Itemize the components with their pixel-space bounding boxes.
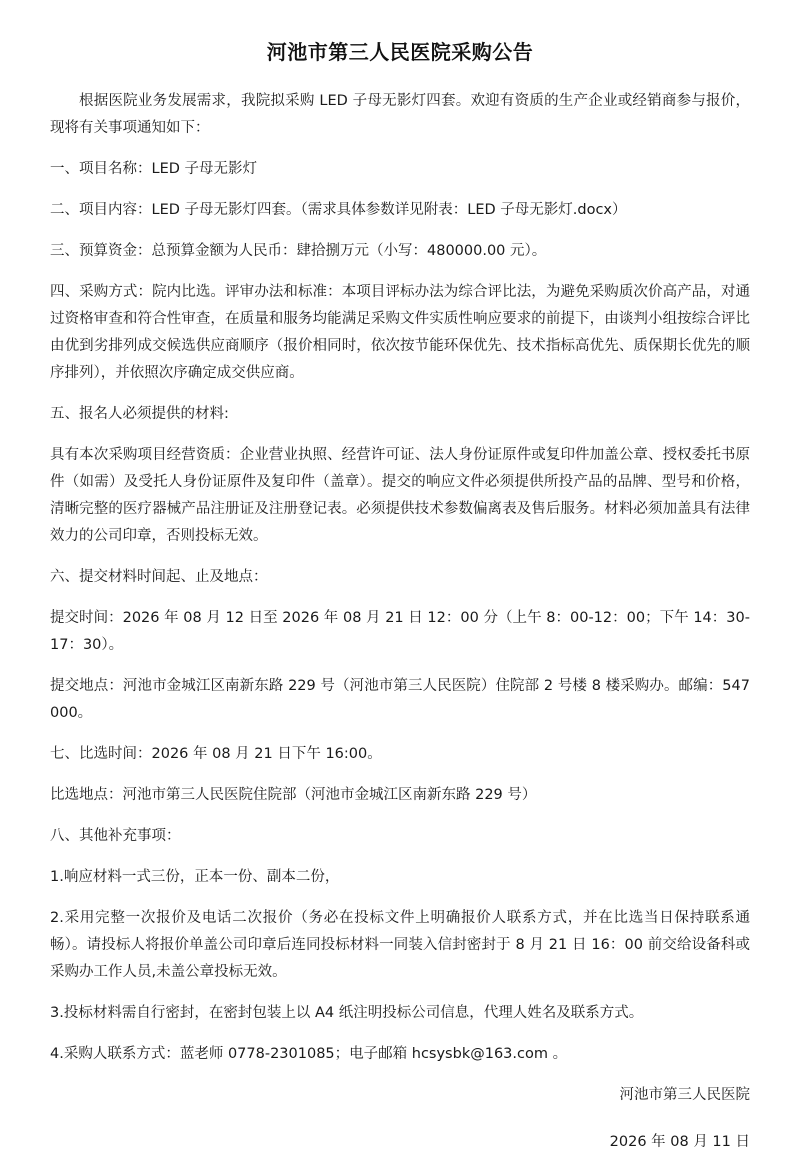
selection-place: 比选地点：河池市第三人民医院住院部（河池市金城江区南新东路 229 号）	[50, 787, 537, 803]
page-title: 河池市第三人民医院采购公告	[266, 40, 534, 64]
section-selection-time: 七、比选时间：2026 年 08 月 21 日下午 16:00。	[50, 746, 382, 762]
section-budget: 三、预算资金：总预算金额为人民币：肆拾捌万元（小写：480000.00 元）。	[50, 243, 547, 259]
section-procurement-method: 四、采购方式：院内比选。评审办法和标准：本项目评标办法为综合评比法，为避免采购质次价高产品，对通过资格审查和符合性审查，在质量和服务均能满足采购文件实质性响应要求的前提下，由谈判小组按综合评比由优到劣排列成交候选供应商顺序（报价相同时，依次按节能环保优先、技术指标高优先、质保期长优先的顺序排列），并依照次序确定成交供应商。	[50, 284, 750, 381]
section-other-notes: 八、其他补充事项：	[50, 828, 181, 844]
section-project-name: 一、项目名称：LED 子母无影灯	[50, 161, 258, 177]
section-required-materials: 五、报名人必须提供的材料:	[50, 406, 229, 422]
note-item-2: 2.采用完整一次报价及电话二次报价（务必在投标文件上明确报价人联系方式，并在比选当日保持联系通畅）。请投标人将报价单盖公司印章后连同投标材料一同装入信封密封于 8 月 21 日 16：00 前交给设备科或采购办工作人员,未盖公章投标无效。	[50, 910, 750, 980]
signature-organization: 河池市第三人民医院	[619, 1087, 750, 1103]
note-item-1: 1.响应材料一式三份，正本一份、副本二份，	[50, 869, 340, 885]
section-submission: 六、提交材料时间起、止及地点：	[50, 569, 268, 585]
intro-paragraph: 根据医院业务发展需求，我院拟采购 LED 子母无影灯四套。欢迎有资质的生产企业或经销商参与报价，现将有关事项通知如下：	[50, 93, 750, 136]
submission-place: 提交地点：河池市金城江区南新东路 229 号（河池市第三人民医院）住院部 2 号楼 8 楼采购办。邮编：547000。	[50, 678, 750, 721]
submission-time: 提交时间：2026 年 08 月 12 日至 2026 年 08 月 21 日 12：00 分（上午 8：00-12：00；下午 14：30-17：30）。	[50, 610, 750, 653]
signature-date: 2026 年 08 月 11 日	[609, 1134, 750, 1150]
note-item-3: 3.投标材料需自行密封，在密封包装上以 A4 纸注明投标公司信息，代理人姓名及联系方式。	[50, 1005, 644, 1021]
required-materials-body: 具有本次采购项目经营资质：企业营业执照、经营许可证、法人身份证原件或复印件加盖公章、授权委托书原件（如需）及受托人身份证原件及复印件（盖章）。提交的响应文件必须提供所投产品的品牌、型号和价格，清晰完整的医疗器械产品注册证及注册登记表。必须提供技术参数偏离表及售后服务。材料必须加盖具有法律效力的公司印章，否则投标无效。	[50, 447, 750, 544]
note-item-4: 4.采购人联系方式：蓝老师 0778-2301085；电子邮箱 hcsysbk@163.com 。	[50, 1046, 568, 1062]
section-project-content: 二、项目内容：LED 子母无影灯四套。（需求具体参数详见附表：LED 子母无影灯.docx）	[50, 202, 627, 218]
